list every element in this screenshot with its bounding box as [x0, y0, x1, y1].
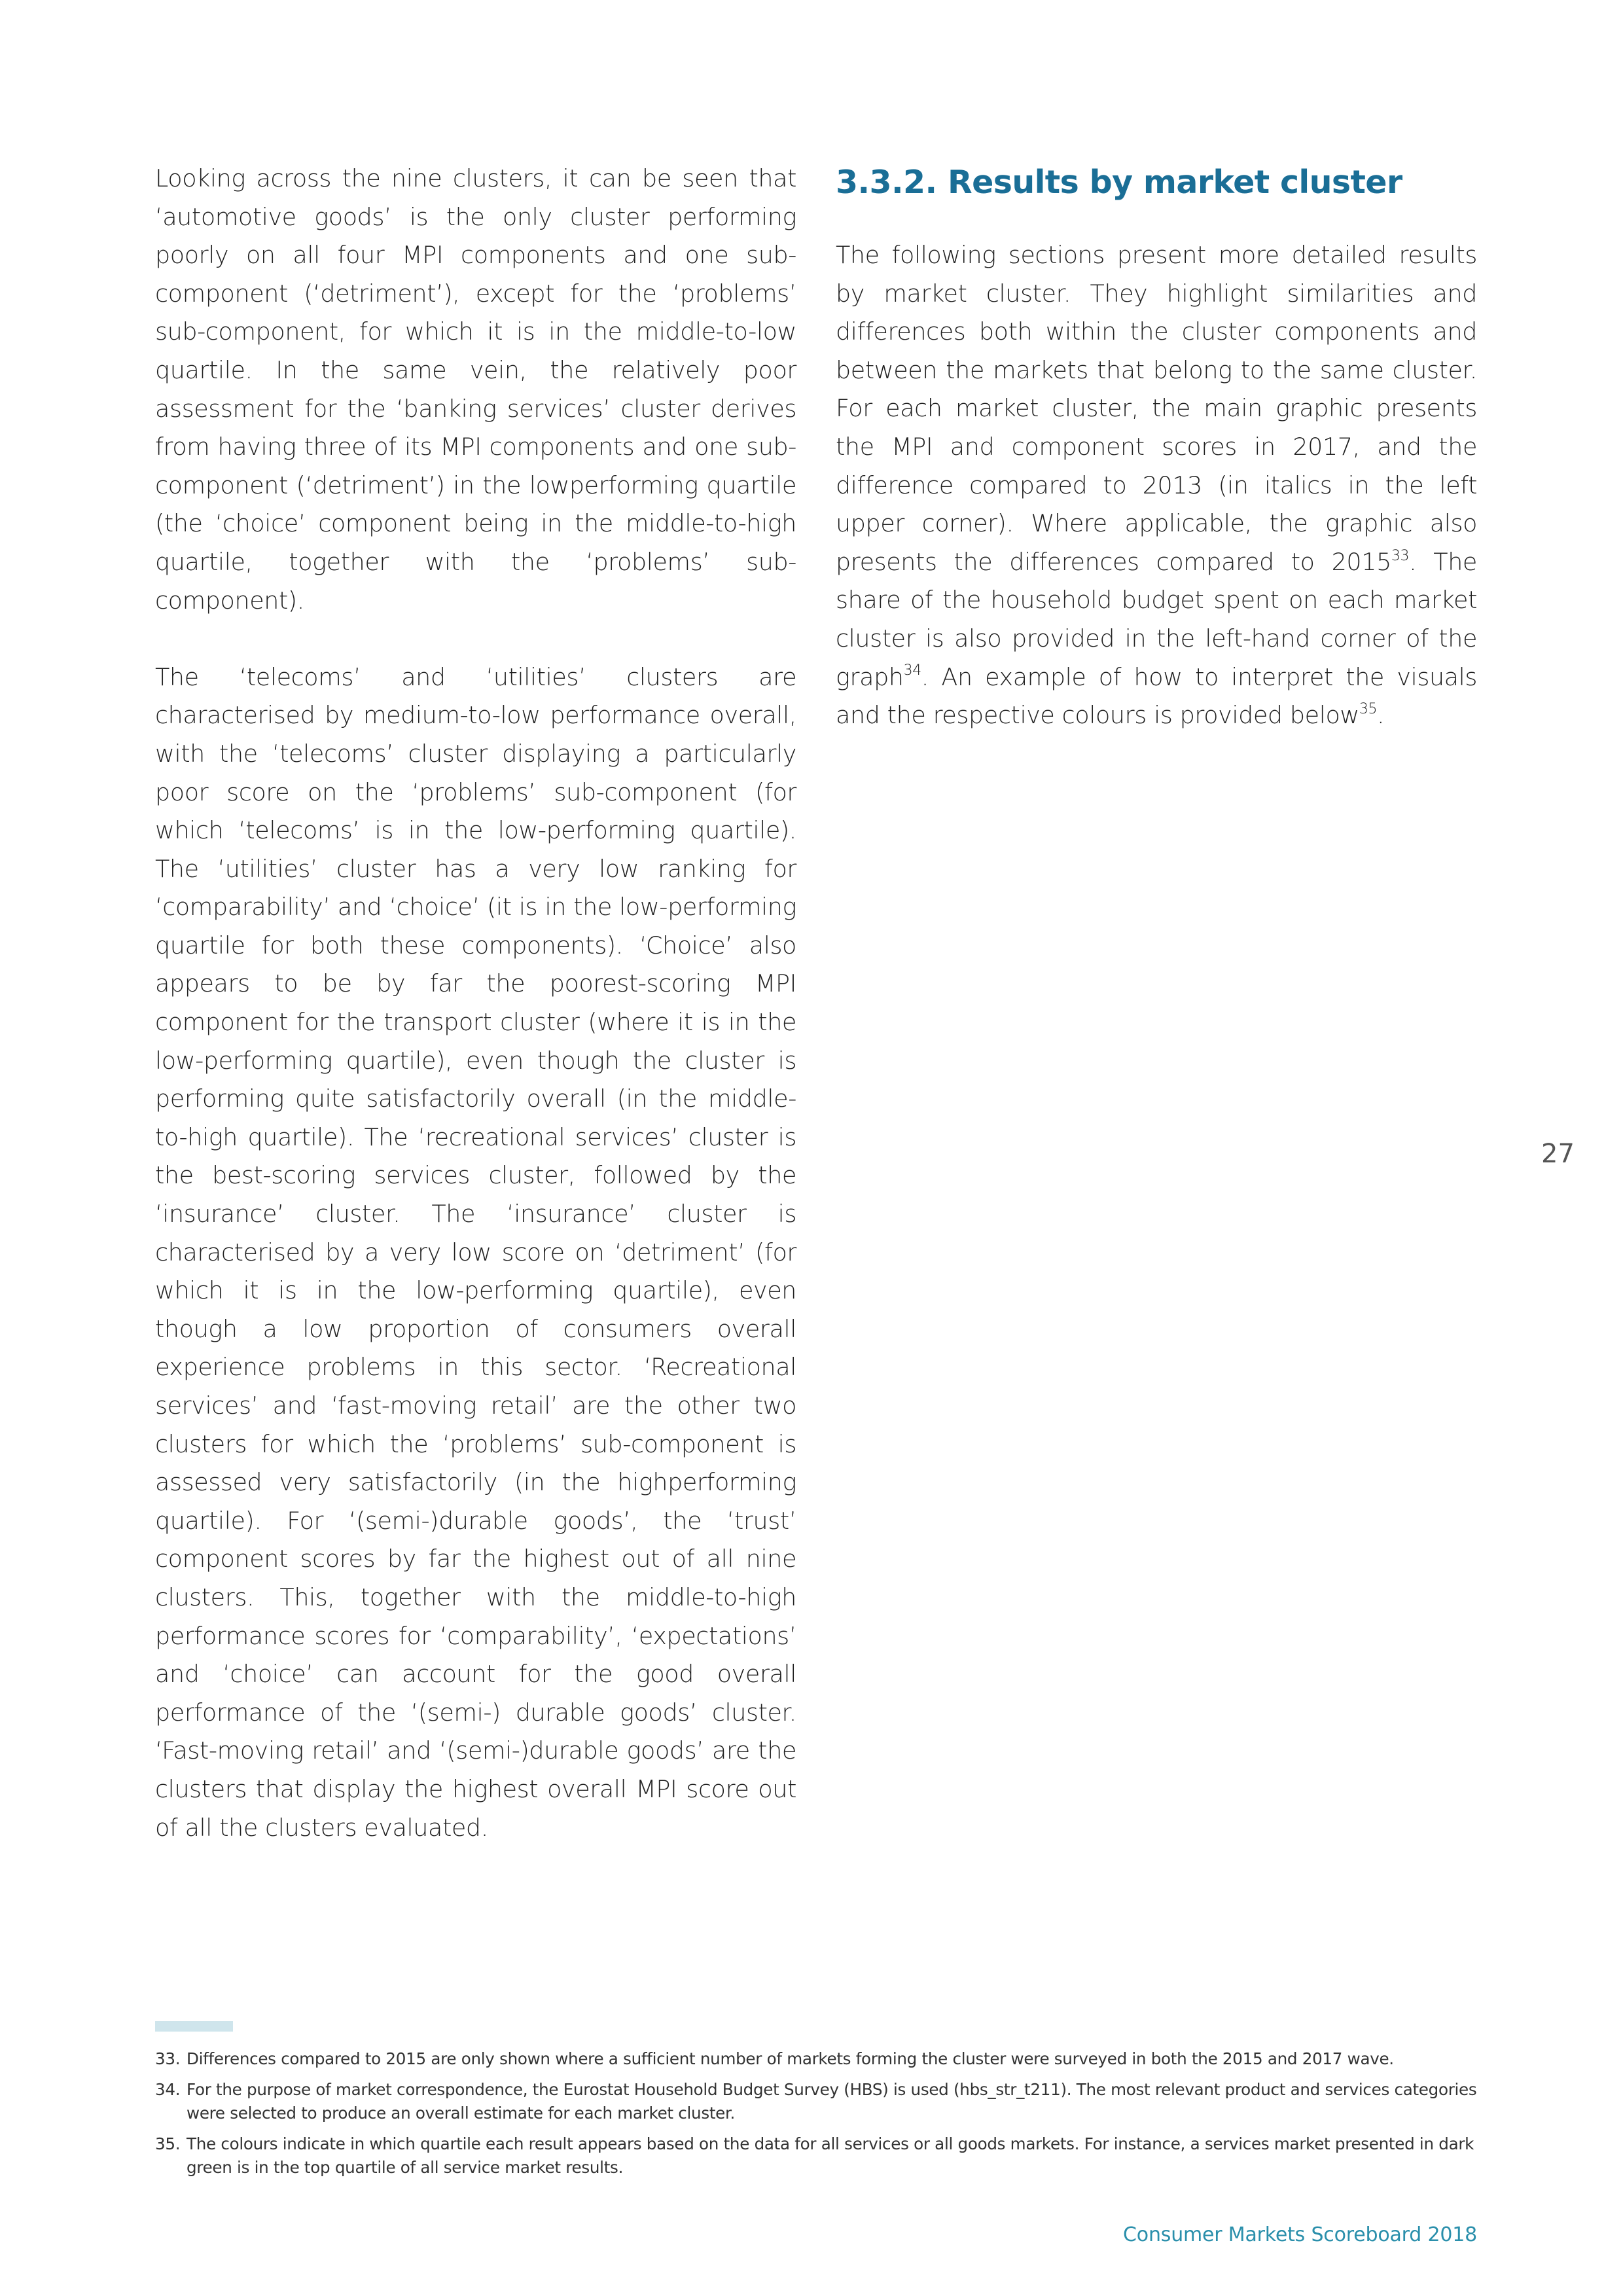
body-text: . [1377, 701, 1385, 730]
footnote-text: The colours indicate in which quartile each result appears based on the data for all services or all goods markets. For instance, a services market presented in dark green is in the top quartile of all service market results. [187, 2134, 1474, 2177]
body-text: . The share of the household budget spent on each market cluster is also provided in the left-hand corner of the graph [836, 547, 1477, 691]
footnote-ref: 33 [1391, 547, 1410, 564]
body-paragraph [836, 236, 1477, 735]
footnote-text: Differences compared to 2015 are only shown where a sufficient number of markets forming the cluster were surveyed in both the 2015 and 2017 wave. [187, 2049, 1394, 2068]
body-paragraph: The ‘telecoms’ and ‘utilities’ clusters are characterised by medium-to-low performance overall, with the ‘telecoms’ cluster displaying a particularly poor score on the ‘problems’ sub-component (for which ‘telecoms’ is in the low-performing quartile). The ‘utilities’ cluster has a very low ranking for ‘comparability’ and ‘choice’ (it is in the low-performing quartile for both these components). ‘Choice’ also appears to be by far the poorest-scoring MPI component for the transport cluster (where it is in the low-performing quartile), even though the cluster is performing quite satisfactorily overall (in the middle-to-high quartile). The ‘recreational services’ cluster is the best-scoring services cluster, followed by the ‘insurance’ cluster. The ‘insurance’ cluster is characterised by a very low score on ‘detriment’ (for which it is in the low-performing quartile), even though a low proportion of consumers overall experience problems in this sector. ‘Recreational services’ and ‘fast-moving retail’ are the other two clusters for which the ‘problems’ sub-component is assessed very satisfactorily (in the highperforming quartile). For ‘(semi-)durable goods’, the ‘trust’ component scores by far the highest out of all nine clusters. This, together with the middle-to-high performance scores for ‘comparability’, ‘expectations’ and ‘choice’ can account for the good overall performance of the ‘(semi-) durable goods’ cluster. ‘Fast-moving retail’ and ‘(semi-)durable goods’ are the clusters that display the highest overall MPI score out of all the clusters evaluated. [155, 662, 796, 1842]
body-text: The following sections present more detailed results by market cluster. They highlight similarities and differences both within the cluster components and between the markets that belong to the same cluster. For each market cluster, the main graphic presents the MPI and component scores in 2017, and the difference compared to 2013 (in italics in the left upper corner). Where applicable, the graphic also presents the differences compared to 2015 [836, 241, 1477, 576]
footnote [155, 2078, 1477, 2125]
footnote-number: 35. [155, 2134, 181, 2153]
footnote-number: 34. [155, 2080, 181, 2099]
footer-title: Consumer Markets Scoreboard 2018 [1123, 2223, 1477, 2246]
footnote-divider [155, 2021, 233, 2032]
footnote [155, 2132, 1477, 2179]
body-paragraph: Looking across the nine clusters, it can be seen that ‘automotive goods’ is the only cluster performing poorly on all four MPI components and one sub-component (‘detriment’), except for the ‘problems’ sub-component, for which it is in the middle-to-low quartile. In the same vein, the relatively poor assessment for the ‘banking services’ cluster derives from having three of its MPI components and one sub-component (‘detriment’) in the lowperforming quartile (the ‘choice’ component being in the middle-to-high quartile, together with the ‘problems’ sub-component). [155, 164, 796, 615]
body-text: . An example of how to interpret the visuals and the respective colours is provided below [836, 662, 1477, 730]
footnote-ref: 34 [903, 662, 921, 679]
left-column [155, 160, 796, 1847]
section-heading: 3.3.2. Results by market cluster [836, 164, 1402, 201]
footnote-ref: 35 [1359, 700, 1378, 717]
footnotes [155, 2047, 1477, 2187]
right-column [836, 160, 1477, 735]
footnote-number: 33. [155, 2049, 181, 2068]
page-number: 27 [1541, 1139, 1575, 1169]
footnote-text: For the purpose of market correspondence, the Eurostat Household Budget Survey (HBS) is used (hbs_str_t211). The most relevant product and services categories were selected to produce an overall estimate for each market cluster. [187, 2080, 1477, 2123]
footnote [155, 2047, 1477, 2071]
